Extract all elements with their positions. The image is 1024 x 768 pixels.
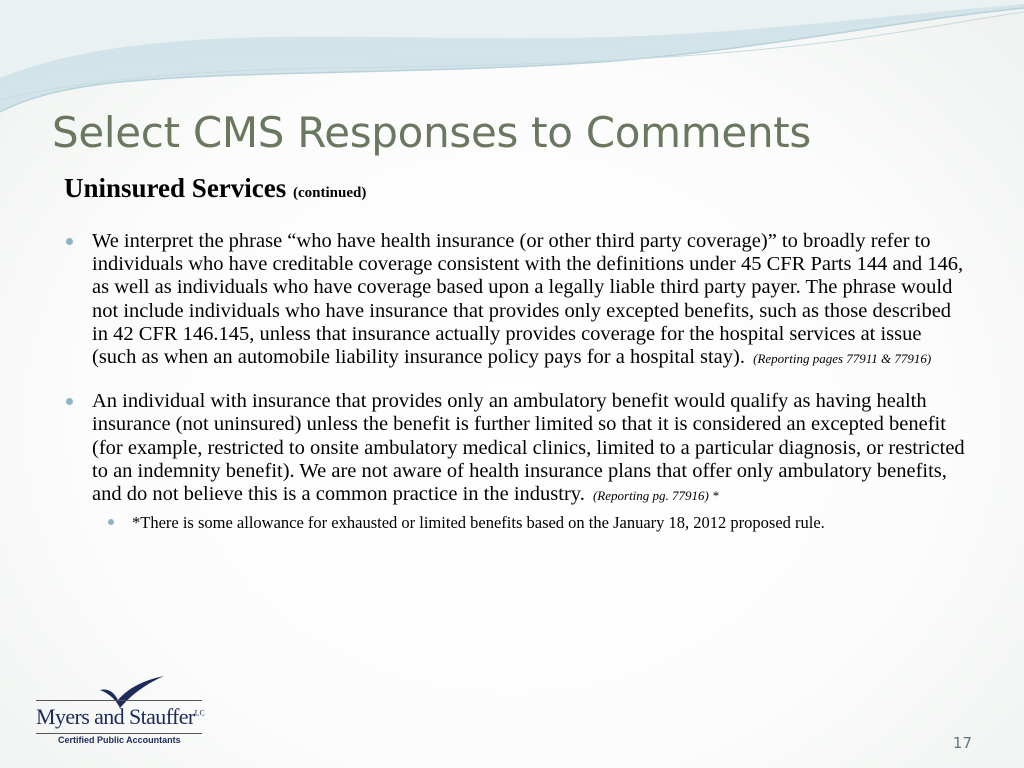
slide-subtitle	[64, 173, 366, 204]
logo-rule	[36, 733, 202, 734]
slide-title: Select CMS Responses to Comments	[52, 108, 812, 157]
sub-bullet-text: *There is some allowance for exhausted or limited benefits based on the January 18, 2012 proposed rule.	[132, 513, 825, 533]
page-number: 17	[952, 734, 972, 752]
sub-bullet-item	[92, 513, 969, 533]
logo-rule	[36, 700, 202, 701]
subtitle-text: Uninsured Services	[64, 173, 287, 203]
logo-name-text: Myers and Stauffer	[36, 704, 195, 729]
sub-bullet-list	[92, 513, 969, 533]
subtitle-continued-note: (continued)	[293, 185, 367, 201]
logo-name	[36, 704, 205, 730]
bullet-list	[64, 230, 969, 533]
bullet-dot-icon	[66, 238, 73, 245]
bullet-reference: (Reporting pg. 77916) *	[592, 488, 719, 504]
bullet-dot-icon	[66, 398, 73, 405]
logo-suffix: LC	[194, 708, 205, 718]
logo-tagline: Certified Public Accountants	[58, 735, 181, 745]
company-logo	[32, 676, 204, 748]
bullet-text: An individual with insurance that provides only an ambulatory benefit would qualify as having health insurance (not uninsured) unless the benefit is further limited so that it is considered an excepted benefit (for example, restricted to onsite ambulatory medical clinics, limited to a particular diagnosis, or restricted to an indemnity benefit). We are not aware of health insurance plans that offer only ambulatory benefits, and do not believe this is a common practice in the industry.	[92, 390, 965, 506]
sub-bullet-dot-icon	[108, 519, 114, 525]
bullet-reference: (Reporting pages 77911 & 77916)	[753, 351, 932, 367]
bullet-text: We interpret the phrase “who have health insurance (or other third party coverage)” to broadly refer to individuals who have creditable coverage consistent with the definitions under 45 CFR Parts 144 and 146, as well as individuals who have coverage based upon a legally liable third party payer. The phrase would not include individuals who have insurance that provides only excepted benefits, such as those described in 42 CFR 146.145, unless that insurance actually provides coverage for the hospital services at issue (such as when an automobile liability insurance policy pays for a hospital stay).	[92, 230, 964, 369]
bullet-item	[64, 230, 969, 370]
bullet-item	[64, 390, 969, 533]
